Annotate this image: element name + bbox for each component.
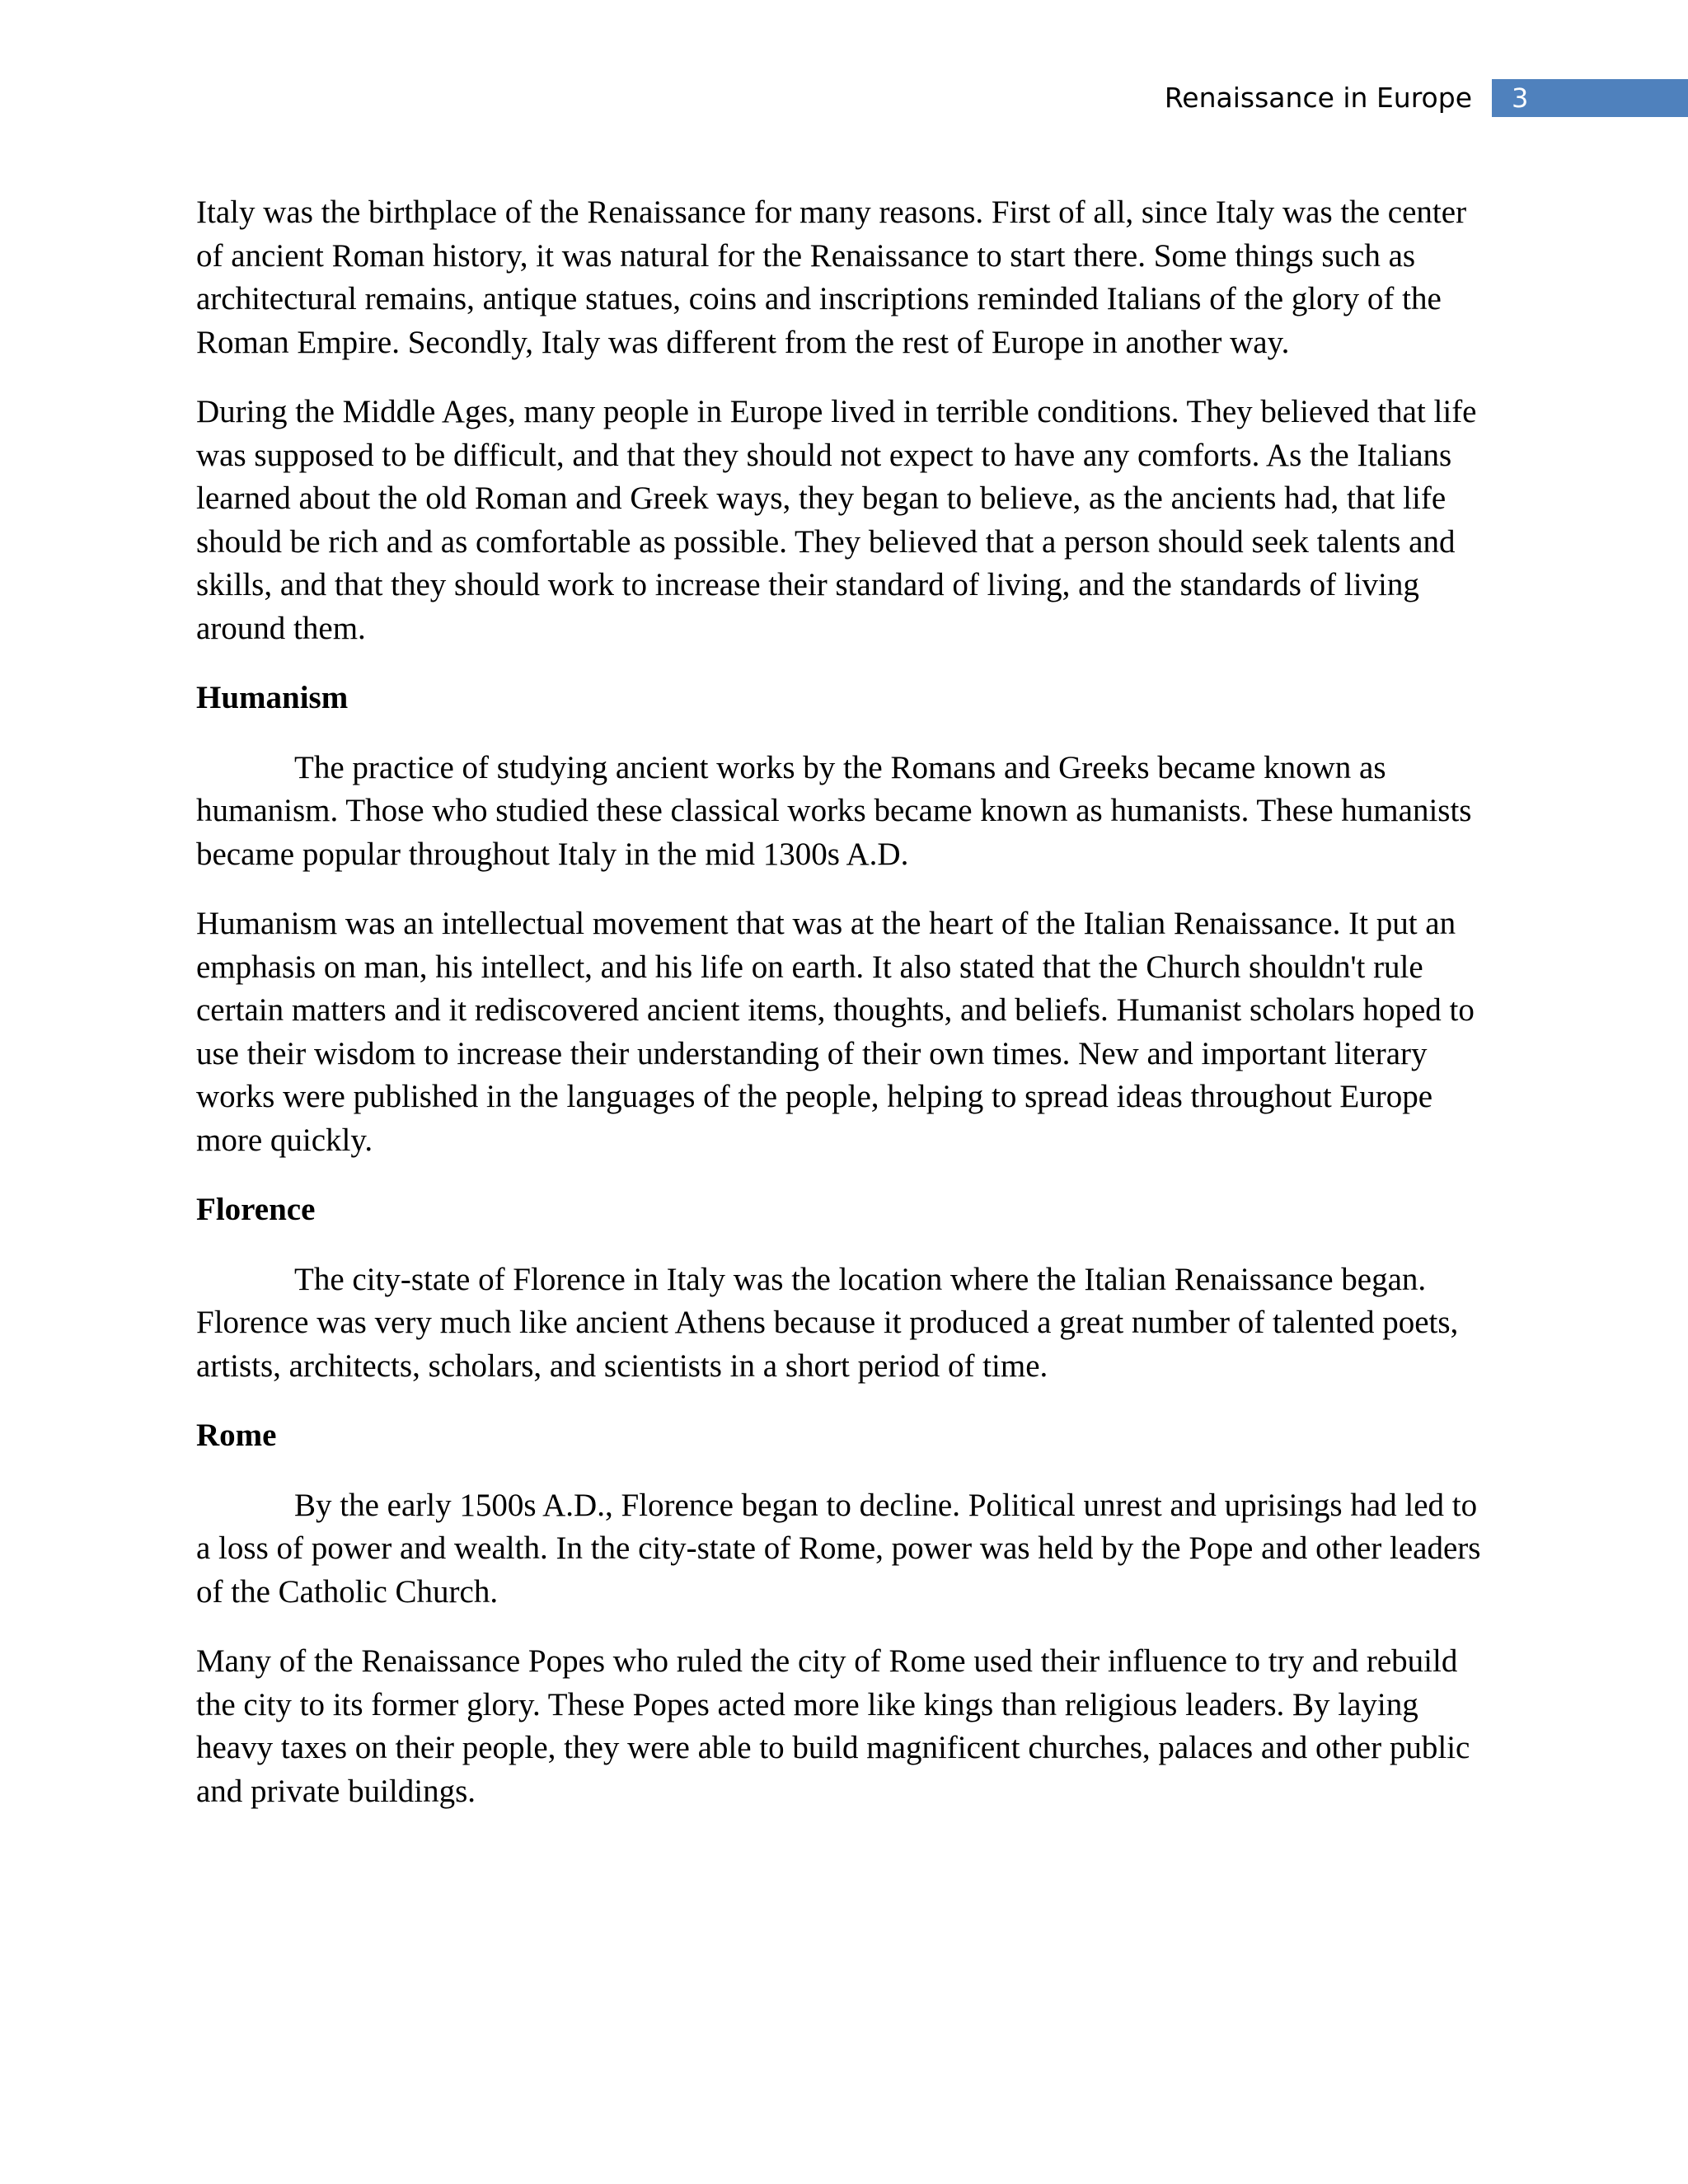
paragraph-intro: Italy was the birthplace of the Renaissance for many reasons. First of all, since Italy was the center of ancient Roman history, it was natural for the Renaissance to start there. Some things such as architectural remains, antique statues, coins and inscriptions reminded Italians of the glory of the Roman Empire. Secondly, Italy was different from the rest of Europe in another way. [196, 194, 1467, 360]
paragraph-rome-popes: Many of the Renaissance Popes who ruled the city of Rome used their influence to try and rebuild the city to its former glory. These Popes acted more like kings than religious leaders. By laying heavy taxes on their people, they were able to build magnificent churches, palaces and other public and private buildings. [196, 1643, 1470, 1809]
section-heading-humanism: Humanism [196, 680, 349, 715]
paragraph-humanism-movement: Humanism was an intellectual movement that was at the heart of the Italian Renaissance. It put an emphasis on man, his intellect, and his life on earth. It also stated that the Church shouldn't rule certain matters and it rediscovered ancient items, thoughts, and beliefs. Humanist scholars hoped to use their wisdom to increase their understanding of their own times. New and important literary works were published in the languages of the people, helping to spread ideas throughout Europe more quickly. [196, 906, 1475, 1158]
paragraph-rome-decline: By the early 1500s A.D., Florence began to decline. Political unrest and uprisings had led to a loss of power and wealth. In the city-state of Rome, power was held by the Pope and other leaders of the Catholic Church. [196, 1487, 1481, 1610]
page-number-badge: 3 [1492, 79, 1688, 117]
section-heading-florence: Florence [196, 1192, 316, 1227]
header-title: Renaissance in Europe [1164, 82, 1472, 114]
document-body [196, 191, 1482, 1840]
paragraph-florence: The city-state of Florence in Italy was the location where the Italian Renaissance began. Florence was very much like ancient Athens because it produced a great number of talented poets, artists, architects, scholars, and scientists in a short period of time. [196, 1261, 1459, 1384]
paragraph-middle-ages: During the Middle Ages, many people in Europe lived in terrible conditions. They believed that life was supposed to be difficult, and that they should not expect to have any comforts. As the Italians learned about the old Roman and Greek ways, they began to believe, as the ancients had, that life should be rich and as comfortable as possible. They believed that a person should seek talents and skills, and that they should work to increase their standard of living, and the standards of living around them. [196, 394, 1477, 646]
running-header [1165, 79, 1688, 117]
paragraph-humanism-definition: The practice of studying ancient works by the Romans and Greeks became known as humanism. Those who studied these classical works became known as humanists. These humanists became popular throughout Italy in the mid 1300s A.D. [196, 749, 1472, 872]
section-heading-rome: Rome [196, 1418, 277, 1453]
